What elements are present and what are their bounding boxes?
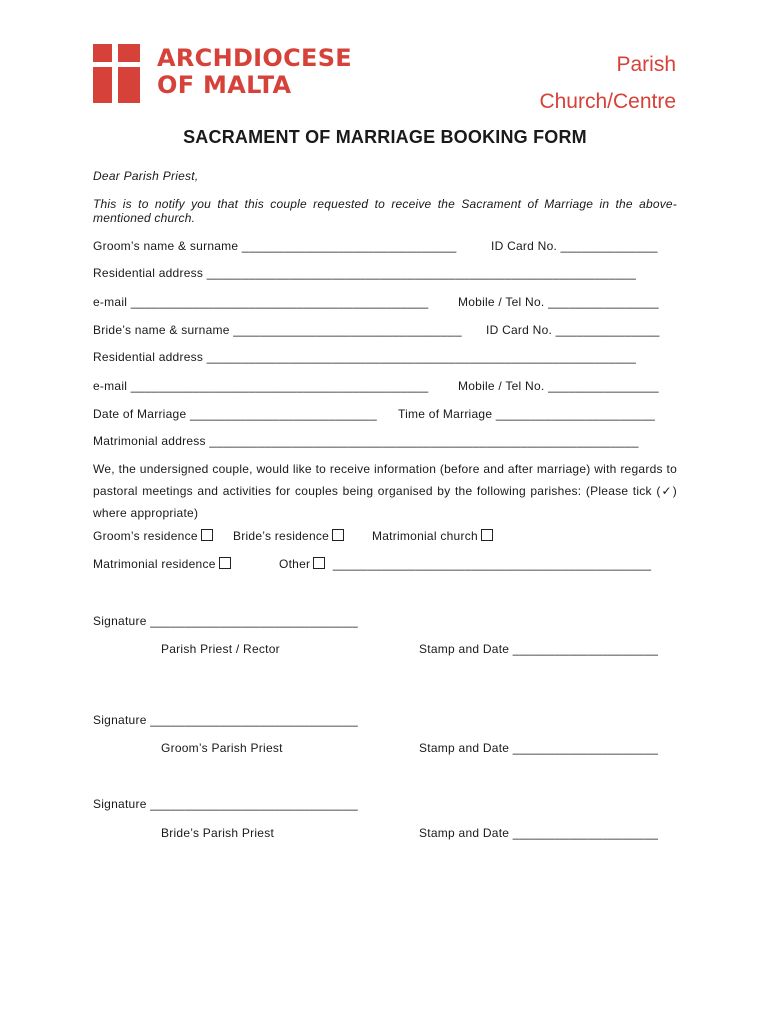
parish-label: Parish [616,53,676,76]
role-label-bride-priest: Bride’s Parish Priest [161,826,275,840]
option-other[interactable] [279,557,651,571]
checkbox[interactable] [481,529,493,541]
groom-address-field[interactable]: Residential address ______________________________________________________________ [93,266,637,280]
option-label: Other [279,557,311,571]
checkbox[interactable] [201,529,213,541]
groom-name-field[interactable]: Groom’s name & surname _______________________________ [93,239,457,253]
bride-email-field[interactable]: e-mail ___________________________________________ [93,379,429,393]
bride-address-field[interactable]: Residential address ______________________________________________________________ [93,350,637,364]
time-of-marriage-field[interactable]: Time of Marriage _______________________ [398,407,656,421]
option-matrimonial-church[interactable] [372,529,493,543]
groom-id-field[interactable]: ID Card No. ______________ [491,239,658,253]
option-matrimonial-residence[interactable] [93,557,231,571]
stamp-date-bride-priest[interactable]: Stamp and Date _____________________ [419,826,659,840]
groom-mobile-field[interactable]: Mobile / Tel No. ________________ [458,295,659,309]
salutation: Dear Parish Priest, [93,169,199,183]
checkbox[interactable] [219,557,231,569]
stamp-date-groom-priest[interactable]: Stamp and Date _____________________ [419,741,659,755]
bride-mobile-field[interactable]: Mobile / Tel No. ________________ [458,379,659,393]
logo-wordmark [157,45,352,99]
checkbox[interactable] [332,529,344,541]
form-title: SACRAMENT OF MARRIAGE BOOKING FORM [183,127,587,147]
info-paragraph: We, the undersigned couple, would like to receive information (before and after marriage) with regards to pastoral meetings and activities for couples being organised by the following parishes: (Please tick (✓) where appropriate) [93,462,677,520]
other-line[interactable]: ______________________________________________ [332,557,652,571]
signature-line-rector[interactable]: Signature ______________________________ [93,614,358,628]
intro-paragraph: This is to notify you that this couple requested to receive the Sacrament of Marriage in the above-mentioned church. [93,197,677,225]
signature-line-groom-priest[interactable]: Signature ______________________________ [93,713,358,727]
option-label: Bride’s residence [233,529,330,543]
option-label: Groom’s residence [93,529,198,543]
bride-id-field[interactable]: ID Card No. _______________ [486,323,660,337]
option-label: Matrimonial residence [93,557,216,571]
role-label-groom-priest: Groom’s Parish Priest [161,741,283,755]
date-of-marriage-field[interactable]: Date of Marriage ___________________________ [93,407,377,421]
matrimonial-address-field[interactable]: Matrimonial address ______________________________________________________________ [93,434,639,448]
signature-line-bride-priest[interactable]: Signature ______________________________ [93,797,358,811]
logo-line-2: OF MALTA [157,71,292,99]
archdiocese-logo-icon [93,44,140,103]
option-grooms-residence[interactable] [93,529,213,543]
logo-line-1: ARCHDIOCESE [157,44,352,72]
church-centre-label: Church/Centre [539,90,676,113]
option-label: Matrimonial church [372,529,478,543]
groom-email-field[interactable]: e-mail ___________________________________________ [93,295,429,309]
checkbox[interactable] [313,557,325,569]
stamp-date-rector[interactable]: Stamp and Date _____________________ [419,642,659,656]
bride-name-field[interactable]: Bride’s name & surname _________________________________ [93,323,462,337]
option-brides-residence[interactable] [233,529,344,543]
role-label-rector: Parish Priest / Rector [161,642,280,656]
